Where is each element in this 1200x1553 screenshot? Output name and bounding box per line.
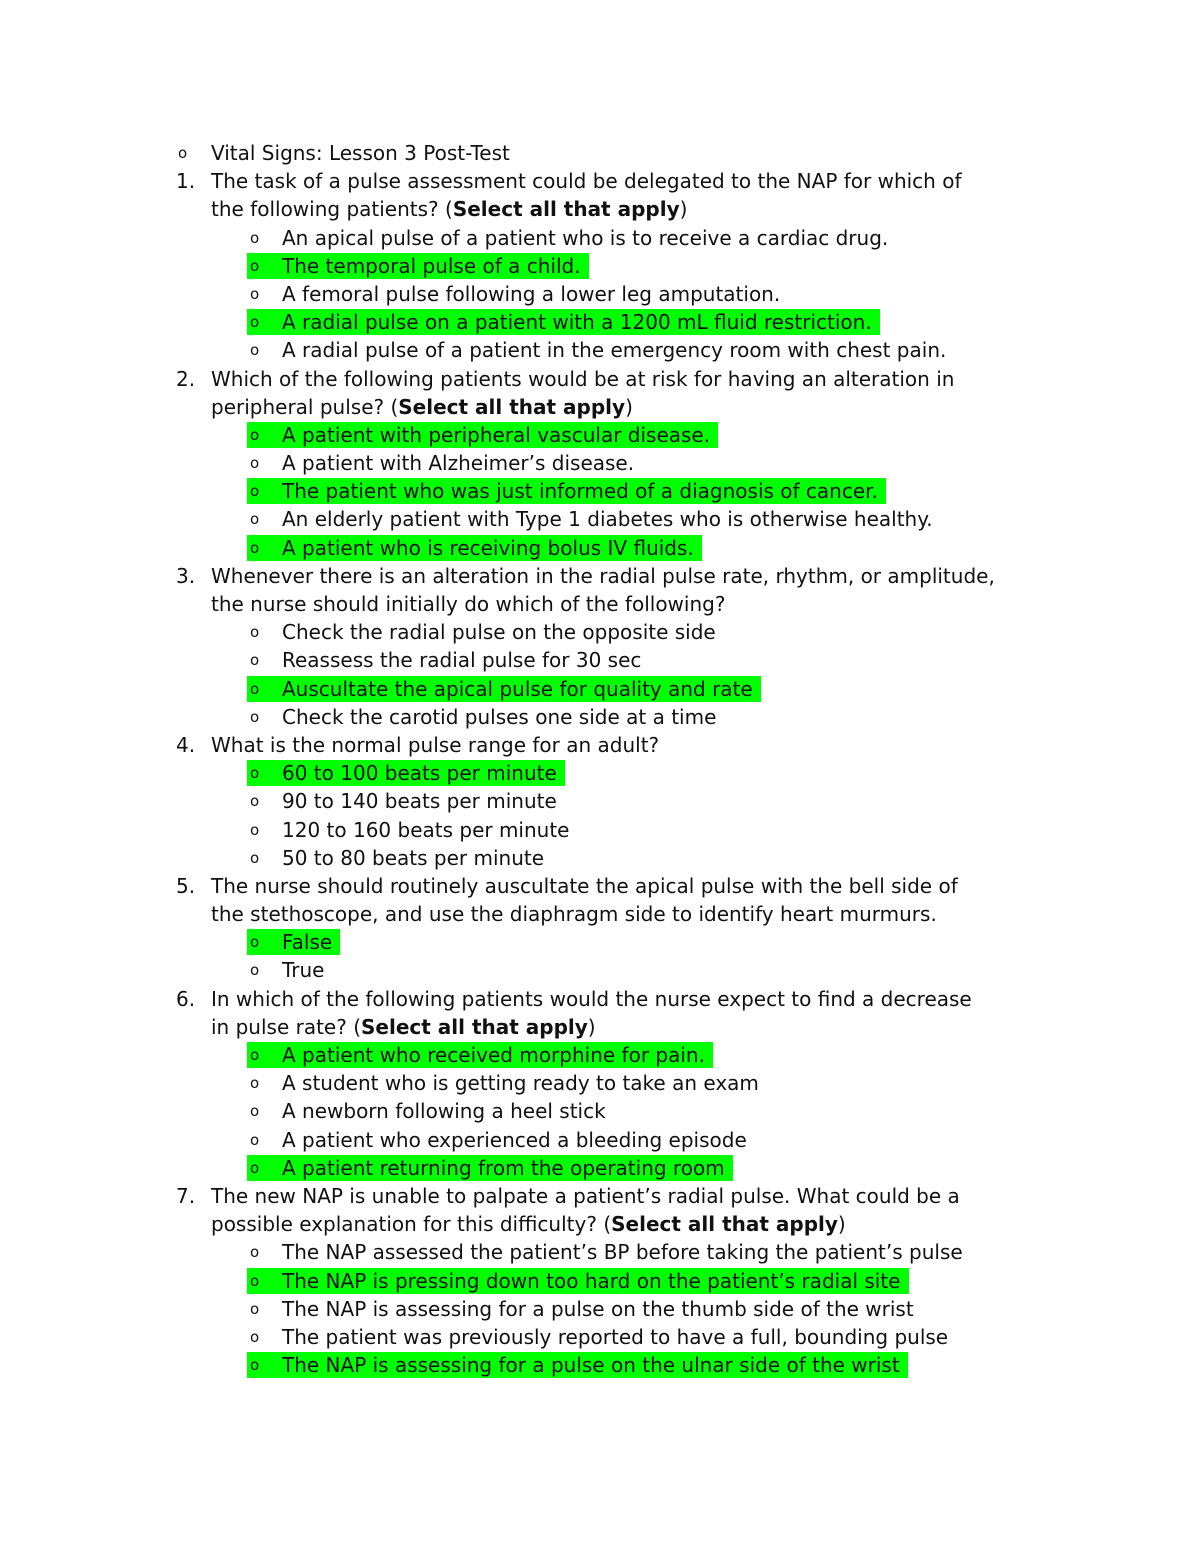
- option-text: A student who is getting ready to take an exam: [282, 1071, 759, 1096]
- option-bullet: o: [250, 764, 260, 783]
- question-text: [211, 195, 687, 223]
- answer-option-row: [0, 280, 1200, 308]
- option-text: 50 to 80 beats per minute: [282, 845, 545, 870]
- answer-option-correct: [247, 253, 589, 279]
- option-bullet: o: [250, 933, 260, 952]
- answer-option-row: [0, 1351, 1200, 1379]
- question-6-line-2: [0, 1013, 1200, 1041]
- option-bullet: o: [250, 820, 260, 839]
- answer-option: [247, 1296, 922, 1322]
- option-bullet: o: [250, 1271, 260, 1290]
- question-text: [211, 167, 962, 195]
- select-all-instruction: Select all that apply: [611, 1212, 838, 1237]
- option-bullet: o: [250, 313, 260, 332]
- document-title: [0, 139, 1200, 167]
- answer-option: [247, 506, 941, 532]
- option-bullet: o: [250, 1243, 260, 1262]
- answer-option: [247, 1070, 767, 1096]
- answer-option-correct: [247, 535, 702, 561]
- answer-option: [247, 281, 788, 307]
- answer-option-row: [0, 1238, 1200, 1266]
- select-all-instruction: Select all that apply: [452, 197, 680, 222]
- question-number: 1.: [176, 169, 196, 194]
- option-text: Auscultate the apical pulse for quality and rate: [282, 676, 753, 701]
- question-number: 4.: [176, 732, 196, 757]
- option-bullet: o: [250, 482, 260, 501]
- answer-option-row: [0, 505, 1200, 533]
- answer-option-correct: [247, 1268, 909, 1294]
- question-text-segment: The nurse should routinely auscultate the apical pulse with the bell side of: [211, 873, 958, 898]
- answer-option-row: [0, 336, 1200, 364]
- option-bullet: o: [250, 425, 260, 444]
- answer-option-row: [0, 646, 1200, 674]
- question-text-segment: the stethoscope, and use the diaphragm side to identify heart murmurs.: [211, 902, 937, 927]
- question-2-line-2: [0, 393, 1200, 421]
- answer-option-row: [0, 759, 1200, 787]
- answer-option-row: [0, 421, 1200, 449]
- answer-option-row: [0, 1323, 1200, 1351]
- question-text-segment: ): [679, 197, 688, 222]
- answer-option-row: [0, 477, 1200, 505]
- answer-option: [247, 957, 332, 983]
- question-text-segment: ): [625, 394, 633, 419]
- answer-option-row: [0, 618, 1200, 646]
- option-text: A patient with peripheral vascular disease.: [282, 422, 711, 447]
- option-text: The NAP is assessing for a pulse on the ulnar side of the wrist: [282, 1353, 900, 1378]
- option-text: The patient was previously reported to have a full, bounding pulse: [282, 1324, 949, 1349]
- question-text: [211, 985, 972, 1013]
- question-text-segment: ): [837, 1212, 846, 1237]
- question-6-line-1: [0, 985, 1200, 1013]
- question-number: 3.: [176, 563, 196, 588]
- question-text-segment: ): [587, 1014, 596, 1039]
- option-text: The NAP assessed the patient’s BP before taking the patient’s pulse: [282, 1240, 963, 1265]
- question-1-line-2: [0, 195, 1200, 223]
- answer-option-row: [0, 675, 1200, 703]
- answer-option-row: [0, 1041, 1200, 1069]
- question-text: [211, 1013, 596, 1041]
- answer-option-correct: [247, 478, 886, 504]
- answer-option-row: [0, 1154, 1200, 1182]
- answer-option: [247, 1324, 956, 1350]
- option-bullet: o: [250, 623, 260, 642]
- question-7-line-1: [0, 1182, 1200, 1210]
- answer-option-row: [0, 308, 1200, 336]
- answer-option-row: [0, 956, 1200, 984]
- option-text: 60 to 100 beats per minute: [282, 761, 557, 786]
- answer-option-row: [0, 224, 1200, 252]
- question-text-segment: In which of the following patients would the nurse expect to find a decrease: [211, 986, 972, 1011]
- answer-option-row: [0, 928, 1200, 956]
- question-2-line-1: [0, 365, 1200, 393]
- question-text-segment: in pulse rate? (: [211, 1014, 361, 1039]
- answer-option: [247, 225, 896, 251]
- option-bullet: o: [250, 961, 260, 980]
- question-text-segment: Whenever there is an alteration in the radial pulse rate, rhythm, or amplitude,: [211, 563, 995, 588]
- answer-option-correct: [247, 760, 565, 786]
- answer-option: [247, 1239, 971, 1265]
- option-text: An apical pulse of a patient who is to receive a cardiac drug.: [282, 225, 889, 250]
- option-bullet: o: [250, 1356, 260, 1375]
- question-3-line-2: [0, 590, 1200, 618]
- answer-option-correct: [247, 1155, 733, 1181]
- question-text-segment: Which of the following patients would be at risk for having an alteration in: [211, 366, 955, 391]
- option-bullet: o: [250, 1102, 260, 1121]
- question-7-line-2: [0, 1210, 1200, 1238]
- option-bullet: o: [250, 679, 260, 698]
- answer-option-row: [0, 844, 1200, 872]
- question-text-segment: the following patients? (: [211, 197, 453, 222]
- document-body: [0, 139, 1200, 1379]
- question-number: 7.: [176, 1183, 196, 1208]
- answer-option-row: [0, 1295, 1200, 1323]
- question-text-segment: possible explanation for this difficulty? (: [211, 1212, 612, 1237]
- question-3-line-1: [0, 562, 1200, 590]
- option-bullet: o: [250, 1074, 260, 1093]
- option-text: An elderly patient with Type 1 diabetes who is otherwise healthy.: [282, 507, 933, 532]
- question-text-segment: peripheral pulse? (: [211, 394, 399, 419]
- answer-option-row: [0, 449, 1200, 477]
- answer-option-row: [0, 1097, 1200, 1125]
- answer-option: [247, 845, 552, 871]
- answer-option: [247, 619, 724, 645]
- option-bullet: o: [250, 848, 260, 867]
- select-all-instruction: Select all that apply: [361, 1014, 588, 1039]
- answer-option: [247, 788, 565, 814]
- option-text: A patient who is receiving bolus IV fluids.: [282, 535, 694, 560]
- option-text: A patient with Alzheimer’s disease.: [282, 451, 635, 476]
- option-text: A femoral pulse following a lower leg amputation.: [282, 281, 781, 306]
- question-4-line-1: [0, 731, 1200, 759]
- question-1-line-1: [0, 167, 1200, 195]
- select-all-instruction: Select all that apply: [398, 394, 626, 419]
- answer-option-correct: [247, 1042, 713, 1068]
- option-text: 120 to 160 beats per minute: [282, 817, 570, 842]
- answer-option-correct: [247, 676, 761, 702]
- answer-option-row: [0, 534, 1200, 562]
- option-text: False: [282, 930, 333, 955]
- option-text: Reassess the radial pulse for 30 sec: [282, 648, 642, 673]
- question-text: [211, 365, 954, 393]
- answer-option-row: [0, 1126, 1200, 1154]
- answer-option-correct: [247, 309, 880, 335]
- option-text: The patient who was just informed of a diagnosis of cancer.: [282, 479, 878, 504]
- answer-option: [247, 450, 642, 476]
- option-text: A patient returning from the operating room: [282, 1155, 725, 1180]
- option-bullet: o: [250, 1158, 260, 1177]
- answer-option-row: [0, 1267, 1200, 1295]
- option-text: The temporal pulse of a child.: [282, 253, 581, 278]
- option-text: Check the radial pulse on the opposite side: [282, 620, 716, 645]
- answer-option: [247, 1127, 755, 1153]
- question-text-segment: The new NAP is unable to palpate a patient’s radial pulse. What could be a: [211, 1183, 960, 1208]
- question-text-segment: What is the normal pulse range for an adult?: [211, 732, 660, 757]
- answer-option: [247, 704, 724, 730]
- option-bullet: o: [250, 454, 260, 473]
- question-number: 5.: [176, 873, 196, 898]
- answer-option-correct: [247, 422, 718, 448]
- option-text: A patient who received morphine for pain.: [282, 1043, 705, 1067]
- option-text: A radial pulse of a patient in the emergency room with chest pain.: [282, 338, 947, 363]
- option-bullet: o: [250, 651, 260, 670]
- question-text-segment: The task of a pulse assessment could be delegated to the NAP for which of: [211, 169, 962, 194]
- question-text-segment: the nurse should initially do which of the following?: [211, 592, 726, 616]
- title-text: Vital Signs: Lesson 3 Post-Test: [211, 141, 510, 165]
- answer-option-correct: [247, 929, 340, 955]
- option-text: 90 to 140 beats per minute: [282, 789, 557, 814]
- question-text: [211, 900, 937, 928]
- option-text: A patient who experienced a bleeding episode: [282, 1127, 747, 1152]
- answer-option: [247, 337, 954, 363]
- option-text: The NAP is assessing for a pulse on the thumb side of the wrist: [282, 1296, 914, 1321]
- question-5-line-2: [0, 900, 1200, 928]
- option-bullet: o: [250, 228, 260, 247]
- option-text: The NAP is pressing down too hard on the patient’s radial site: [282, 1268, 901, 1293]
- question-number: 6.: [176, 986, 196, 1011]
- option-bullet: o: [250, 707, 260, 726]
- option-bullet: o: [250, 510, 260, 529]
- question-text: [211, 872, 958, 900]
- option-text: A newborn following a heel stick: [282, 1099, 606, 1124]
- option-bullet: o: [250, 1299, 260, 1318]
- answer-option-row: [0, 1069, 1200, 1097]
- answer-option: [247, 817, 578, 843]
- answer-option-row: [0, 252, 1200, 280]
- option-text: A radial pulse on a patient with a 1200 mL fluid restriction.: [282, 310, 872, 335]
- option-text: True: [282, 958, 325, 983]
- question-5-line-1: [0, 872, 1200, 900]
- answer-option-row: [0, 816, 1200, 844]
- option-text: Check the carotid pulses one side at a time: [282, 704, 717, 729]
- option-bullet: o: [250, 1046, 260, 1064]
- title-bullet: o: [178, 144, 188, 162]
- answer-option: [247, 1098, 614, 1124]
- question-text: [211, 562, 995, 590]
- option-bullet: o: [250, 538, 260, 557]
- question-text: [211, 1210, 846, 1238]
- question-number: 2.: [176, 366, 196, 391]
- question-text: [211, 393, 633, 421]
- question-text: [211, 590, 725, 618]
- question-text: [211, 1182, 960, 1210]
- question-text: [211, 731, 659, 759]
- answer-option-row: [0, 703, 1200, 731]
- option-bullet: o: [250, 1327, 260, 1346]
- option-bullet: o: [250, 341, 260, 360]
- answer-option-row: [0, 787, 1200, 815]
- option-bullet: o: [250, 256, 260, 275]
- option-bullet: o: [250, 1130, 260, 1149]
- option-bullet: o: [250, 284, 260, 303]
- answer-option: [247, 647, 649, 673]
- option-bullet: o: [250, 792, 260, 811]
- answer-option-correct: [247, 1352, 908, 1378]
